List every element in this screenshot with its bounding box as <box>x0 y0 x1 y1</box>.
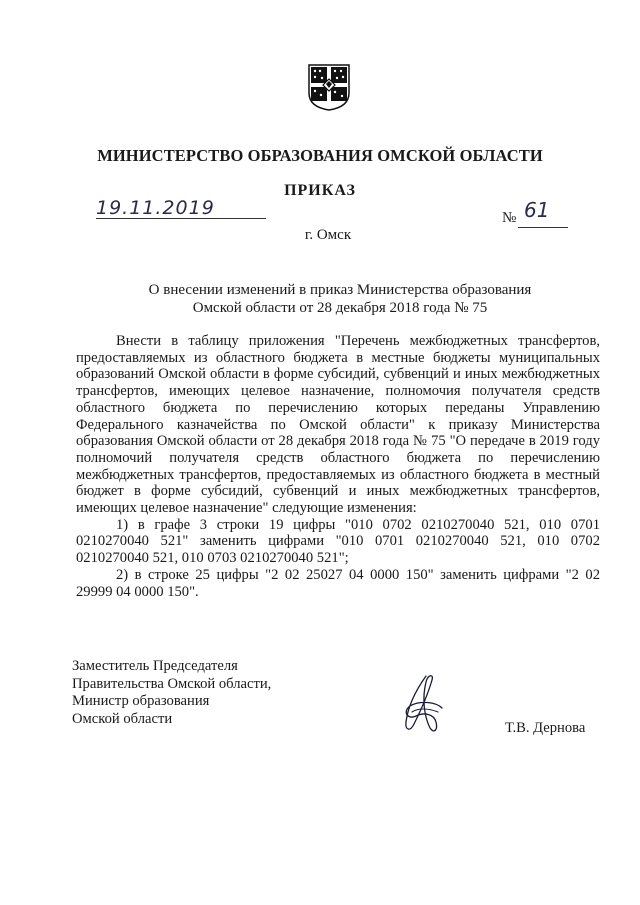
subject-line-1: О внесении изменений в приказ Министерства образования <box>148 282 532 298</box>
city: г. Омск <box>304 227 352 243</box>
order-number: 61 <box>524 198 550 222</box>
signer-position-line-2: Правительства Омской области, <box>72 675 272 692</box>
signer-name: Т.В. Дернова <box>505 720 586 736</box>
body-paragraph-2: 1) в графе 3 строки 19 цифры "010 0702 0210270040 521, 010 0701 0210270040 521" заменить цифрами "010 0701 0210270040 521, 010 0702 0210270040 521, 010 0703 0210270040 521"; <box>76 516 600 567</box>
body-paragraph-1: Внести в таблицу приложения "Перечень межбюджетных трансфертов, предоставляемых из областного бюджета в местные бюджеты муниципальных образований Омской области в форме субсидий, субвенций и иных межбюджетных трансфертов, имеющих целевое назначение, полномочия получателя средств областного бюджета по перечислению которых переданы Управлению Федерального казначейства по Омской области" к приказу Министерства образования Омской области от 28 декабря 2018 года № 75 "О передаче в 2019 году полномочий получателя средств областного бюджета по перечислению межбюджетных трансфертов, предоставляемых из областного бюджета в местный бюджет в форме субсидий, субвенций и иных межбюджетных трансфертов, имеющих целевое назначение" следующие изменения: <box>76 333 600 517</box>
handwritten-signature-icon <box>398 672 446 738</box>
signer-position <box>72 658 271 728</box>
body-paragraph-3: 2) в строке 25 цифры "2 02 25027 04 0000 150" заменить цифрами "2 02 29999 04 0000 150". <box>76 566 600 600</box>
subject-line-2: Омской области от 28 декабря 2018 года № 75 <box>192 300 488 316</box>
number-label: № <box>502 210 517 226</box>
coat-of-arms-icon <box>307 63 351 111</box>
date-underline <box>96 218 266 219</box>
order-body <box>76 333 600 600</box>
signer-position-line-3: Министр образования <box>72 693 210 709</box>
signer-position-line-1: Заместитель Председателя <box>72 658 238 674</box>
order-date: 19.11.2019 <box>96 197 215 219</box>
signer-position-line-4: Омской области <box>72 710 173 727</box>
ministry-name: МИНИСТЕРСТВО ОБРАЗОВАНИЯ ОМСКОЙ ОБЛАСТИ <box>97 146 543 165</box>
document-type: ПРИКАЗ <box>284 182 356 199</box>
order-subject <box>120 281 560 317</box>
